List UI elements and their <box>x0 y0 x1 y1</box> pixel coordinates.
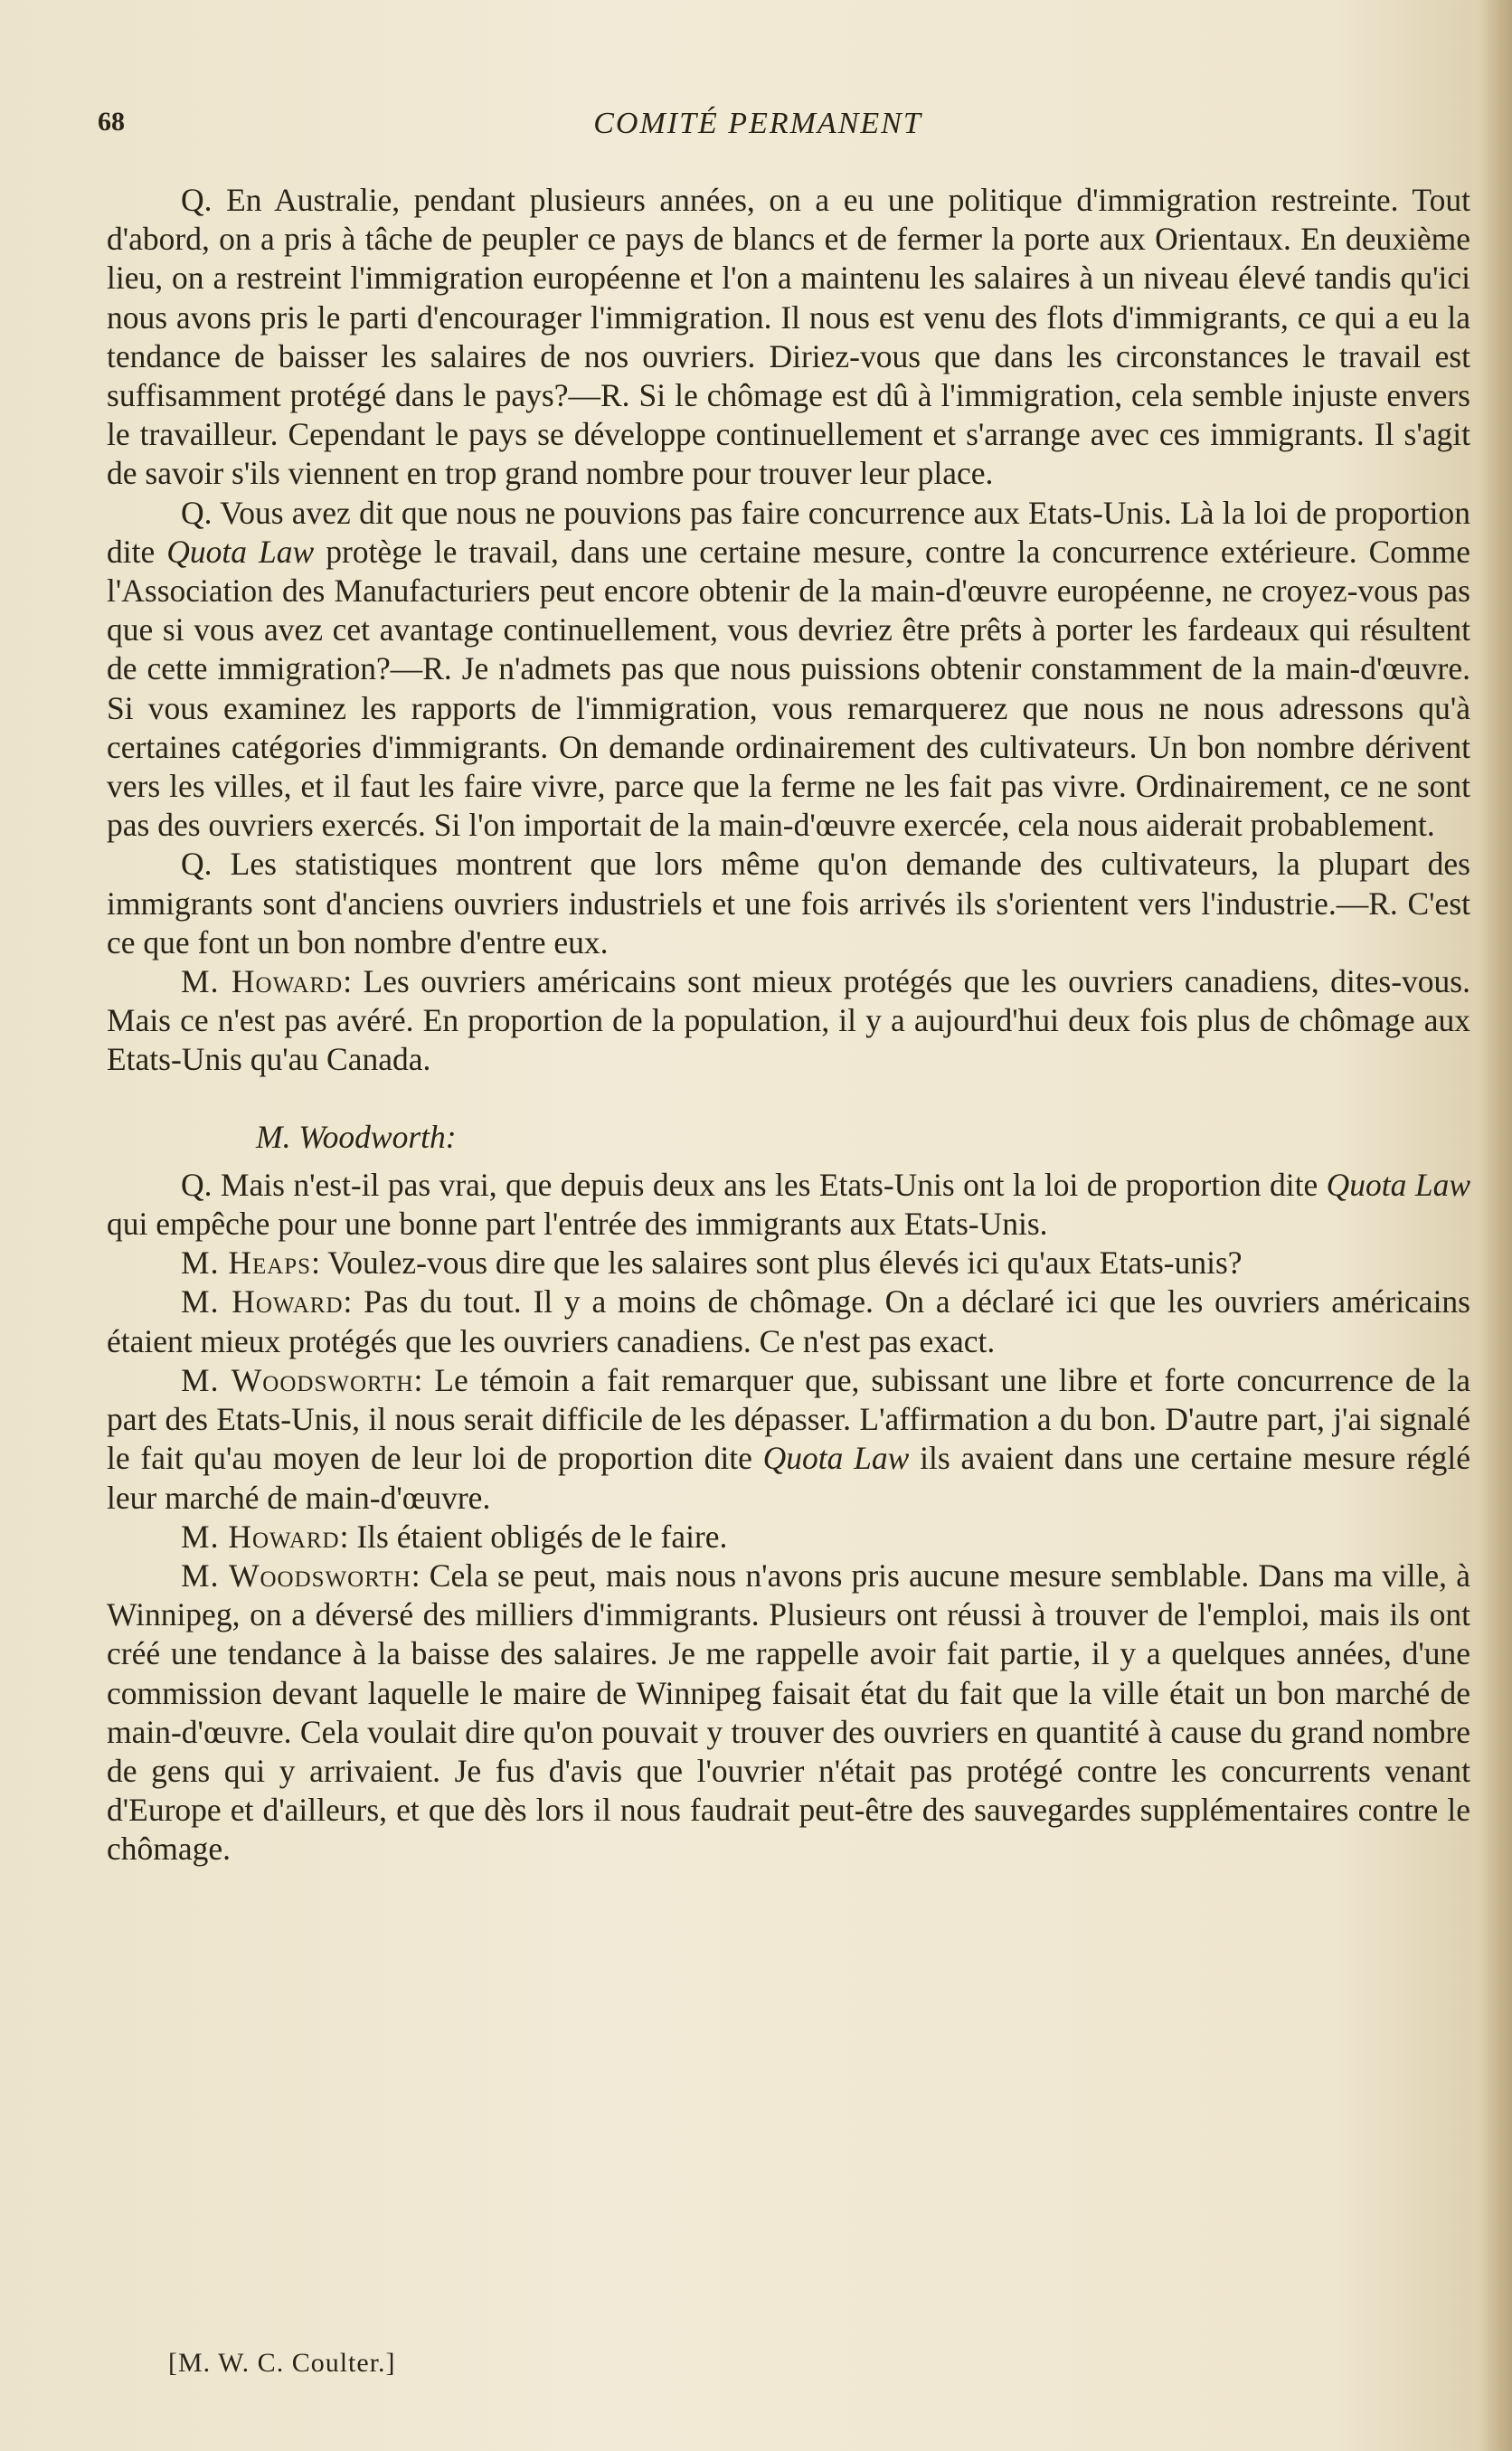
paragraph: M. Heaps: Voulez-vous dire que les salaires sont plus élevés ici qu'aux Etats-unis? <box>181 1244 1243 1282</box>
speaker-name: M. Howard <box>181 1518 340 1555</box>
paragraph: M. Howard: Ils étaient obligés de le faire. <box>181 1518 728 1555</box>
paragraph: M. Woodsworth: Le témoin a fait remarquer que, subissant une libre et forte concurrence de la part des Etats-Unis, il nous serait difficile de les dépasser. L'affirmation a du bon. D'autre part, j'ai signalé le fait qu'au moyen de leur loi de proportion dite Quota Law ils avaient dans une certaine mesure réglé leur marché de main-d'œuvre. <box>107 1361 1471 1516</box>
speaker-heading: M. Woodworth: <box>256 1118 457 1155</box>
paragraph: M. Howard: Les ouvriers américains sont mieux protégés que les ouvriers canadiens, dites-vous. Mais ce n'est pas avéré. En proportion de la population, il y a aujourd'hui deux fois plus de chômage aux Etats-Unis qu'au Canada. <box>107 963 1470 1078</box>
paragraph: Q. Mais n'est-il pas vrai, que depuis deux ans les Etats-Unis ont la loi de proportion dite Quota Law qui empêche pour une bonne part l'entrée des immigrants aux Etats-Unis. <box>107 1166 1471 1243</box>
speaker-name: M. Howard <box>181 963 344 1000</box>
page-number: 68 <box>98 107 125 137</box>
speaker-name: M. Howard <box>181 1283 344 1320</box>
paragraph: Q. Vous avez dit que nous ne pouvions pas faire concurrence aux Etats-Unis. Là la loi de proportion dite Quota Law protège le travail, dans une certaine mesure, contre la concurrence extérieure. Comme l'Association des Manufacturiers peut encore obtenir de la main-d'œuvre européenne, ne croyez-vous pas que si vous avez cet avantage continuellement, vous devriez être prêts à porter les fardeaux qui résultent de cette immigration?—R. Je n'admets pas que nous puissions obtenir constamment de la main-d'œuvre. Si vous examinez les rapports de l'immigration, vous remarquerez que nous ne nous adressons qu'à certaines catégories d'immigrants. On demande ordinairement des cultivateurs. Un bon nombre dérivent vers les villes, et il faut les faire vivre, parce que la ferme ne les fait pas vivre. Ordinairement, ce ne sont pas des ouvriers exercés. Si l'on importait de la main-d'œuvre exercée, cela nous aiderait probablement. <box>107 494 1471 844</box>
speaker-name: M. Heaps <box>181 1244 312 1282</box>
witness-footnote: [M. W. C. Coulter.] <box>168 2348 396 2378</box>
paragraph: Q. Les statistiques montrent que lors même qu'on demande des cultivateurs, la plupart des immigrants sont d'anciens ouvriers industriels et une fois arrivés ils s'orientent vers l'industrie.—R. C'est ce que font un bon nombre d'entre eux. <box>107 846 1470 961</box>
page-edge-shadow <box>1479 0 1512 2451</box>
paragraph: M. Woodsworth: Cela se peut, mais nous n'avons pris aucune mesure semblable. Dans ma ville, à Winnipeg, on a déversé des milliers d'immigrants. Plusieurs ont réussi à trouver de l'emploi, mais ils ont créé une tendance à la baisse des salaires. Je me rappelle avoir fait partie, il y a quelques années, d'une commission devant laquelle le maire de Winnipeg faisait état du fait que la ville était un bon marché de main-d'œuvre. Cela voulait dire qu'on pouvait y trouver des ouvriers en quantité à cause du grand nombre de gens qui y arrivaient. Je fus d'avis que l'ouvrier n'était pas protégé contre les concurrents venant d'Europe et d'ailleurs, et que dès lors il nous faudrait peut-être des sauvegardes supplémentaires contre le chômage. <box>107 1557 1471 1868</box>
speaker-name: M. Woodsworth <box>181 1361 414 1398</box>
paragraph: Q. En Australie, pendant plusieurs années, on a eu une politique d'immigration restreinte. Tout d'abord, on a pris à tâche de peupler ce pays de blancs et de fermer la porte aux Orientaux. En deuxième lieu, on a restreint l'immigration européenne et l'on a maintenu les salaires à un niveau élevé tandis qu'ici nous avons pris le parti d'encourager l'immigration. Il nous est venu des flots d'immigrants, ce qui a eu la tendance de baisser les salaires de nos ouvriers. Diriez-vous que dans les circonstances le travail est suffisamment protégé dans le pays?—R. Si le chômage est dû à l'immigration, cela semble injuste envers le travailleur. Cependant le pays se développe continuellement et s'arrange avec ces immigrants. Il s'agit de savoir s'ils viennent en trop grand nombre pour trouver leur place. <box>107 182 1470 492</box>
running-head: COMITÉ PERMANENT <box>593 107 922 140</box>
speaker-name: M. Woodsworth <box>181 1557 411 1594</box>
paragraph: M. Howard: Pas du tout. Il y a moins de chômage. On a déclaré ici que les ouvriers américains étaient mieux protégés que les ouvriers canadiens. Ce n'est pas exact. <box>107 1283 1470 1359</box>
page-header <box>98 107 1472 150</box>
body-text <box>107 181 1470 1869</box>
